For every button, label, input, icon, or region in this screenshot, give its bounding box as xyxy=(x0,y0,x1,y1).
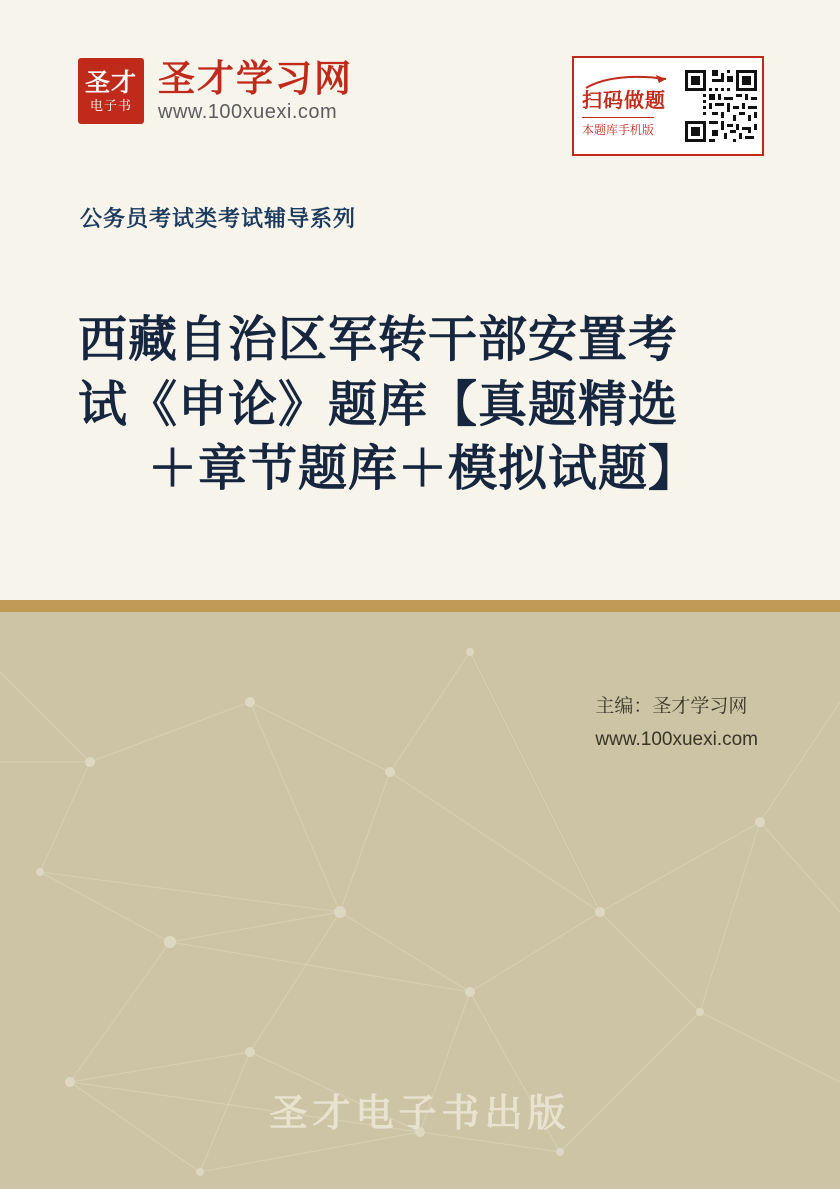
cover-bottom-panel xyxy=(0,612,840,1189)
brand-site: www.100xuexi.com xyxy=(158,101,338,124)
qr-text-block xyxy=(574,74,680,139)
page-title xyxy=(78,308,768,502)
series-label: 公务员考试类考试辅导系列 xyxy=(80,206,357,231)
logo-mark-line1: 圣才 xyxy=(84,68,137,97)
editor-info xyxy=(595,690,758,757)
qr-subtitle: 本题库手机版 xyxy=(582,117,654,138)
divider-rule xyxy=(0,600,840,612)
arrow-icon xyxy=(582,74,680,90)
title-line-2: 试《申论》题库【真题精选 xyxy=(78,377,679,432)
qr-code-icon xyxy=(682,67,760,145)
logo-mark-line2: 电子书 xyxy=(89,98,132,114)
brand-name: 圣才学习网 xyxy=(158,58,353,99)
editor-site: www.100xuexi.com xyxy=(595,729,758,751)
logo-mark xyxy=(78,58,144,124)
title-line-1: 西藏自治区军转干部安置考 xyxy=(78,313,679,367)
title-line-3: ＋章节题库＋模拟试题】 xyxy=(147,442,698,497)
brand-logo xyxy=(78,58,353,124)
editor-name: 主编：圣才学习网 xyxy=(595,696,748,717)
qr-title: 扫码做题 xyxy=(582,89,666,112)
logo-text xyxy=(158,58,353,124)
publisher-name: 圣才电子书出版 xyxy=(269,1093,571,1135)
qr-promo-box[interactable] xyxy=(572,56,764,156)
